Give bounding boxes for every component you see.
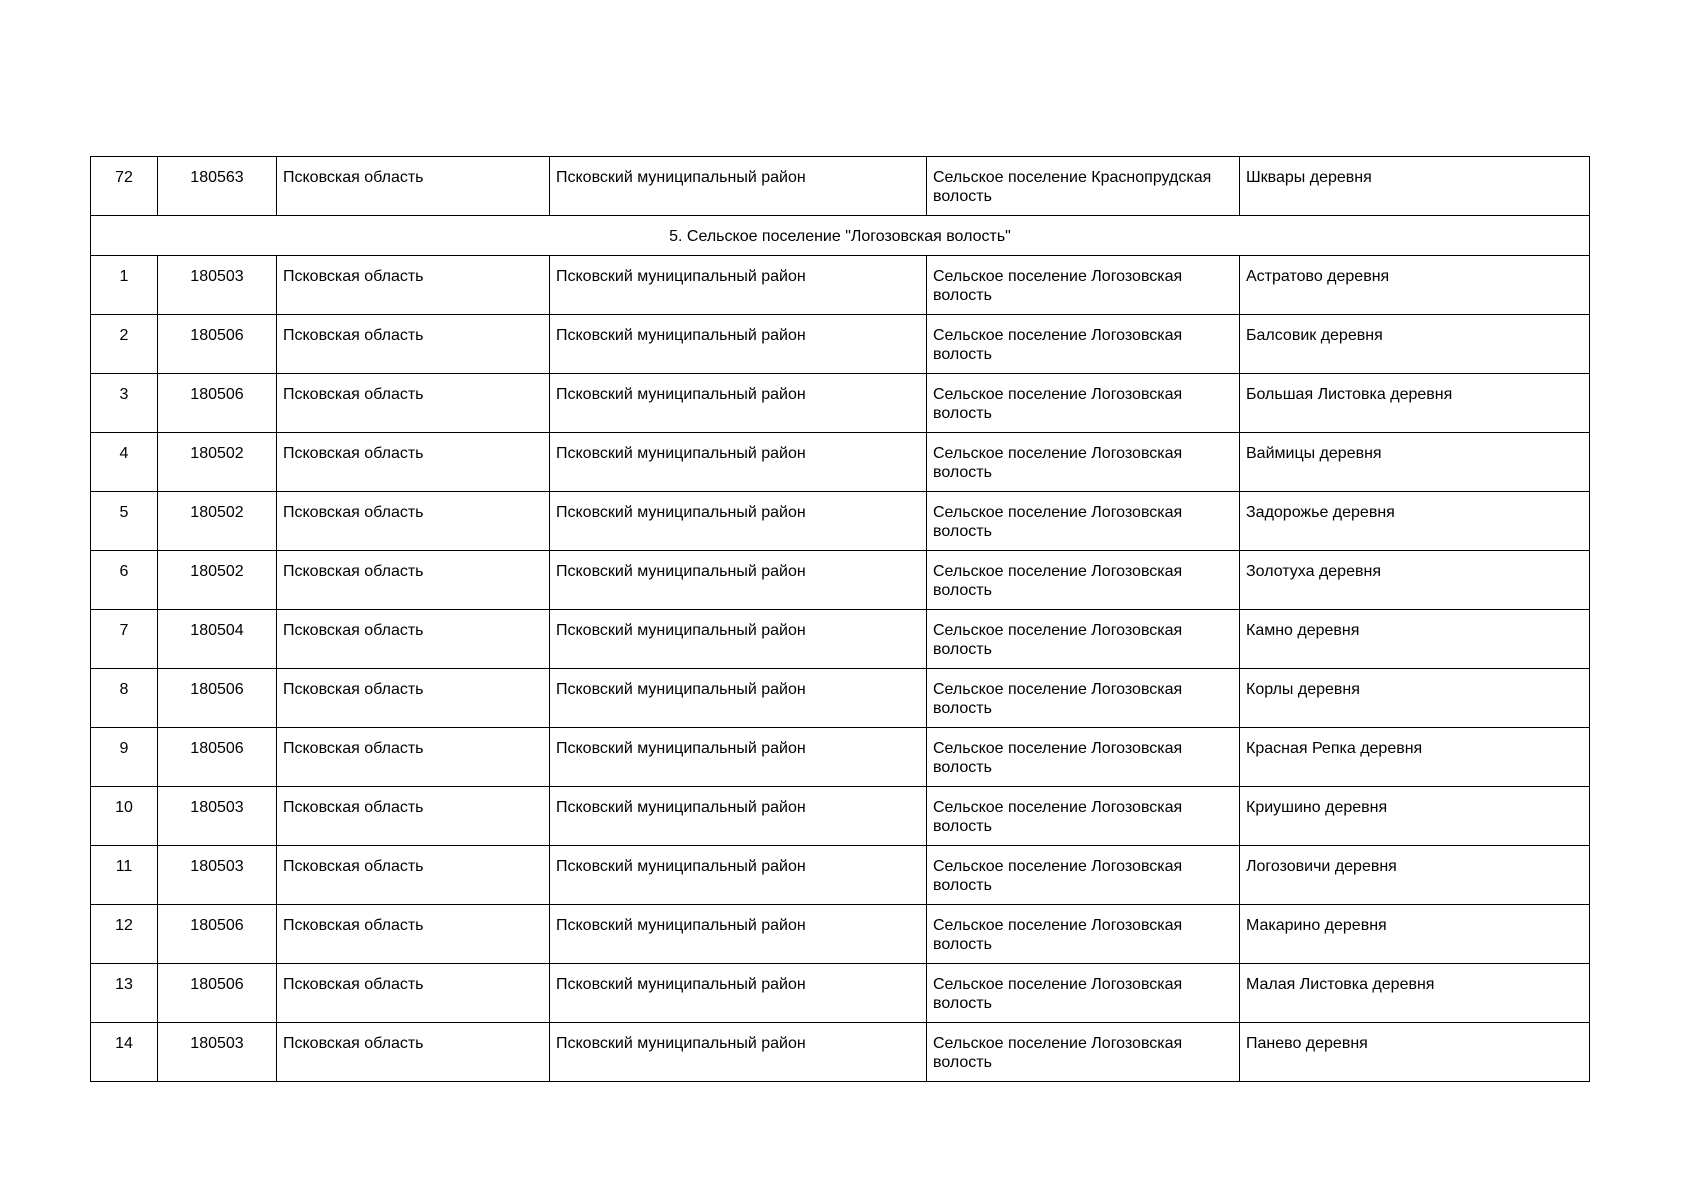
row-number-cell: 4 — [91, 433, 158, 492]
region-cell: Псковская область — [277, 905, 550, 964]
settlement-cell: Сельское поселение Логозовская волость — [927, 905, 1240, 964]
row-number-cell: 10 — [91, 787, 158, 846]
region-cell: Псковская область — [277, 669, 550, 728]
settlement-cell: Сельское поселение Логозовская волость — [927, 728, 1240, 787]
district-cell: Псковский муниципальный район — [550, 610, 927, 669]
row-number-cell: 12 — [91, 905, 158, 964]
settlement-cell: Сельское поселение Логозовская волость — [927, 492, 1240, 551]
code-cell: 180563 — [158, 157, 277, 216]
locality-cell: Задорожье деревня — [1240, 492, 1590, 551]
section-title: 5. Сельское поселение "Логозовская волость" — [91, 216, 1590, 256]
settlement-cell: Сельское поселение Логозовская волость — [927, 433, 1240, 492]
table-row — [91, 964, 1590, 1023]
locality-cell: Логозовичи деревня — [1240, 846, 1590, 905]
district-cell: Псковский муниципальный район — [550, 551, 927, 610]
code-cell: 180506 — [158, 315, 277, 374]
region-cell: Псковская область — [277, 1023, 550, 1082]
table-row — [91, 787, 1590, 846]
code-cell: 180506 — [158, 669, 277, 728]
region-cell: Псковская область — [277, 315, 550, 374]
region-cell: Псковская область — [277, 157, 550, 216]
table-row — [91, 315, 1590, 374]
settlement-cell: Сельское поселение Логозовская волость — [927, 964, 1240, 1023]
district-cell: Псковский муниципальный район — [550, 964, 927, 1023]
district-cell: Псковский муниципальный район — [550, 315, 927, 374]
row-number-cell: 72 — [91, 157, 158, 216]
region-cell: Псковская область — [277, 492, 550, 551]
row-number-cell: 7 — [91, 610, 158, 669]
locality-cell: Балсовик деревня — [1240, 315, 1590, 374]
region-cell: Псковская область — [277, 846, 550, 905]
table-row — [91, 157, 1590, 216]
settlement-cell: Сельское поселение Логозовская волость — [927, 551, 1240, 610]
table-row — [91, 256, 1590, 315]
district-cell: Псковский муниципальный район — [550, 374, 927, 433]
locality-cell: Ваймицы деревня — [1240, 433, 1590, 492]
settlement-cell: Сельское поселение Логозовская волость — [927, 1023, 1240, 1082]
region-cell: Псковская область — [277, 433, 550, 492]
table-row — [91, 669, 1590, 728]
district-cell: Псковский муниципальный район — [550, 256, 927, 315]
district-cell: Псковский муниципальный район — [550, 492, 927, 551]
region-cell: Псковская область — [277, 610, 550, 669]
row-number-cell: 2 — [91, 315, 158, 374]
settlement-cell: Сельское поселение Логозовская волость — [927, 610, 1240, 669]
region-cell: Псковская область — [277, 374, 550, 433]
row-number-cell: 5 — [91, 492, 158, 551]
code-cell: 180503 — [158, 256, 277, 315]
row-number-cell: 9 — [91, 728, 158, 787]
settlements-table — [90, 156, 1590, 1082]
settlement-cell: Сельское поселение Логозовская волость — [927, 256, 1240, 315]
district-cell: Псковский муниципальный район — [550, 157, 927, 216]
table-row — [91, 846, 1590, 905]
settlement-cell: Сельское поселение Краснопрудская волость — [927, 157, 1240, 216]
table-row — [91, 905, 1590, 964]
table-row — [91, 374, 1590, 433]
locality-cell: Камно деревня — [1240, 610, 1590, 669]
code-cell: 180503 — [158, 787, 277, 846]
region-cell: Псковская область — [277, 256, 550, 315]
code-cell: 180504 — [158, 610, 277, 669]
row-number-cell: 13 — [91, 964, 158, 1023]
locality-cell: Красная Репка деревня — [1240, 728, 1590, 787]
district-cell: Псковский муниципальный район — [550, 905, 927, 964]
code-cell: 180502 — [158, 551, 277, 610]
district-cell: Псковский муниципальный район — [550, 728, 927, 787]
district-cell: Псковский муниципальный район — [550, 433, 927, 492]
row-number-cell: 1 — [91, 256, 158, 315]
locality-cell: Шквары деревня — [1240, 157, 1590, 216]
row-number-cell: 8 — [91, 669, 158, 728]
table-row — [91, 610, 1590, 669]
district-cell: Псковский муниципальный район — [550, 669, 927, 728]
table-row — [91, 551, 1590, 610]
code-cell: 180503 — [158, 846, 277, 905]
code-cell: 180506 — [158, 728, 277, 787]
locality-cell: Корлы деревня — [1240, 669, 1590, 728]
locality-cell: Малая Листовка деревня — [1240, 964, 1590, 1023]
row-number-cell: 6 — [91, 551, 158, 610]
region-cell: Псковская область — [277, 787, 550, 846]
code-cell: 180506 — [158, 374, 277, 433]
settlement-cell: Сельское поселение Логозовская волость — [927, 846, 1240, 905]
district-cell: Псковский муниципальный район — [550, 787, 927, 846]
table-row — [91, 433, 1590, 492]
locality-cell: Криушино деревня — [1240, 787, 1590, 846]
row-number-cell: 3 — [91, 374, 158, 433]
code-cell: 180506 — [158, 905, 277, 964]
code-cell: 180506 — [158, 964, 277, 1023]
code-cell: 180502 — [158, 433, 277, 492]
section-header-row — [91, 216, 1590, 256]
code-cell: 180502 — [158, 492, 277, 551]
region-cell: Псковская область — [277, 728, 550, 787]
settlement-cell: Сельское поселение Логозовская волость — [927, 374, 1240, 433]
locality-cell: Панево деревня — [1240, 1023, 1590, 1082]
region-cell: Псковская область — [277, 551, 550, 610]
locality-cell: Золотуха деревня — [1240, 551, 1590, 610]
table-row — [91, 1023, 1590, 1082]
locality-cell: Астратово деревня — [1240, 256, 1590, 315]
table-row — [91, 492, 1590, 551]
settlement-cell: Сельское поселение Логозовская волость — [927, 787, 1240, 846]
locality-cell: Макарино деревня — [1240, 905, 1590, 964]
locality-cell: Большая Листовка деревня — [1240, 374, 1590, 433]
settlement-cell: Сельское поселение Логозовская волость — [927, 669, 1240, 728]
district-cell: Псковский муниципальный район — [550, 1023, 927, 1082]
table-row — [91, 728, 1590, 787]
code-cell: 180503 — [158, 1023, 277, 1082]
row-number-cell: 11 — [91, 846, 158, 905]
settlement-cell: Сельское поселение Логозовская волость — [927, 315, 1240, 374]
district-cell: Псковский муниципальный район — [550, 846, 927, 905]
table-body — [91, 157, 1590, 1082]
row-number-cell: 14 — [91, 1023, 158, 1082]
region-cell: Псковская область — [277, 964, 550, 1023]
